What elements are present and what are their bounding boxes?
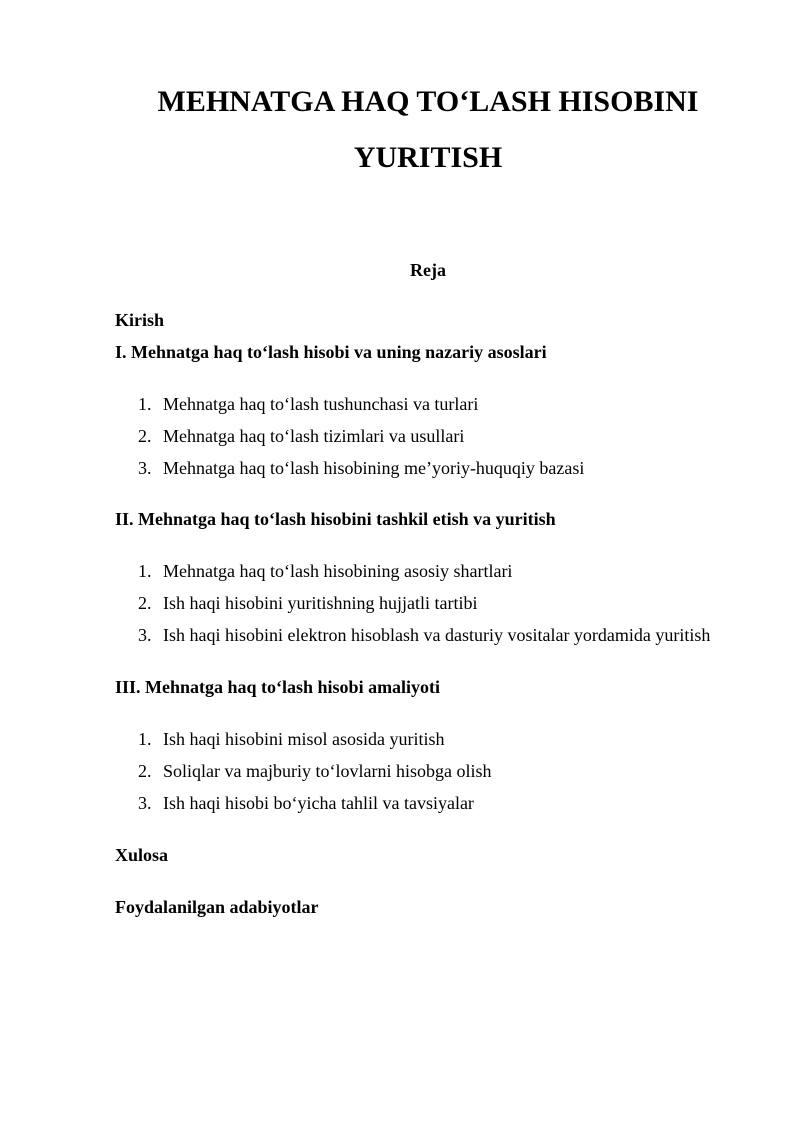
list-item-text: Mehnatga haq to‘lash hisobining me’yoriy-huquqiy bazasi [163, 458, 585, 478]
section-2-heading: II. Mehnatga haq to‘lash hisobini tashkil etish va yuritish [115, 509, 556, 529]
title-line-2: YURITISH [353, 141, 503, 174]
section-1-heading: I. Mehnatga haq to‘lash hisobi va uning nazariy asoslari [115, 342, 547, 362]
list-item-text: Soliqlar va majburiy to‘lovlarni hisobga olish [163, 761, 492, 781]
list-item-number: 3. [138, 793, 152, 813]
plan-heading: Reja [410, 260, 446, 280]
title-line-1: MEHNATGA HAQ TO‘LASH HISOBINI [157, 85, 699, 118]
list-item-text: Mehnatga haq to‘lash tushunchasi va turlari [163, 394, 479, 414]
references-heading: Foydalanilgan adabiyotlar [115, 897, 319, 917]
list-item-number: 3. [138, 458, 152, 478]
list-item-number: 1. [138, 561, 152, 581]
list-item-text: Mehnatga haq to‘lash tizimlari va usullari [163, 426, 465, 446]
list-item-text: Ish haqi hisobini elektron hisoblash va dasturiy vositalar yordamida yuritish [163, 625, 711, 645]
conclusion-heading: Xulosa [115, 845, 169, 865]
list-item-number: 3. [138, 625, 152, 645]
list-item-number: 2. [138, 426, 152, 446]
intro-heading: Kirish [115, 310, 165, 330]
list-item-text: Mehnatga haq to‘lash hisobining asosiy shartlari [163, 561, 513, 581]
list-item-text: Ish haqi hisobi bo‘yicha tahlil va tavsiyalar [163, 793, 474, 813]
list-item-number: 2. [138, 593, 152, 613]
document-title [60, 74, 796, 186]
list-item-text: Ish haqi hisobini yuritishning hujjatli tartibi [163, 593, 478, 613]
list-item-text: Ish haqi hisobini misol asosida yuritish [163, 729, 445, 749]
list-item-number: 1. [138, 729, 152, 749]
list-item-number: 2. [138, 761, 152, 781]
section-3-heading: III. Mehnatga haq to‘lash hisobi amaliyoti [115, 677, 441, 697]
list-item-number: 1. [138, 394, 152, 414]
